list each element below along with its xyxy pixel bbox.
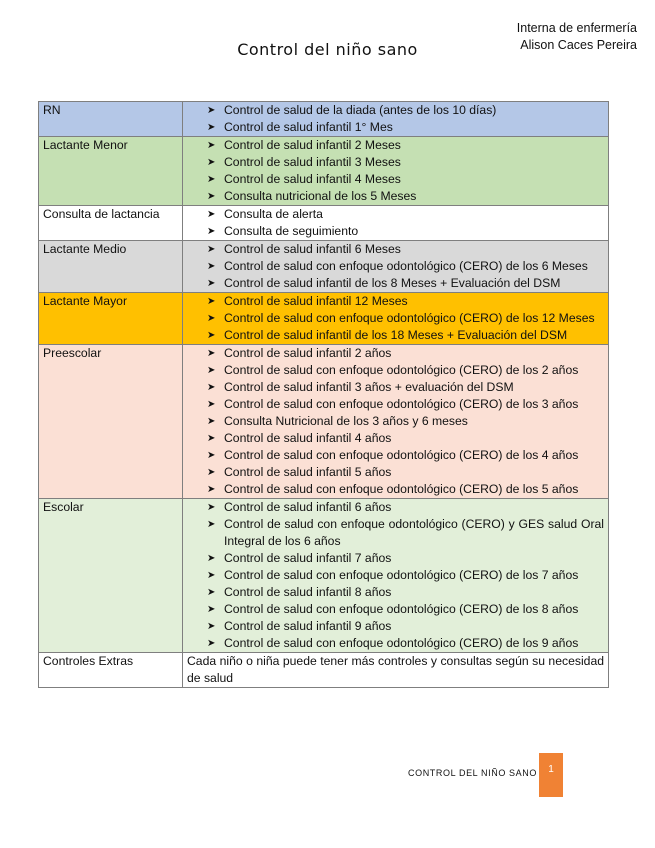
arrowhead-bullet-icon: ➤ bbox=[207, 140, 216, 151]
table-row bbox=[39, 293, 609, 345]
list-item bbox=[187, 310, 604, 327]
list-item bbox=[187, 241, 604, 258]
list-item bbox=[187, 550, 604, 567]
arrowhead-bullet-icon: ➤ bbox=[207, 296, 216, 307]
arrowhead-bullet-icon: ➤ bbox=[207, 502, 216, 513]
table-row bbox=[39, 102, 609, 137]
arrowhead-bullet-icon: ➤ bbox=[207, 621, 216, 632]
list-item bbox=[187, 413, 604, 430]
item-list bbox=[187, 206, 604, 240]
arrowhead-bullet-icon: ➤ bbox=[207, 348, 216, 359]
row-category: Lactante Menor bbox=[39, 137, 183, 206]
author-role: Interna de enfermería bbox=[516, 21, 637, 35]
list-item-text: Control de salud infantil 2 años bbox=[224, 346, 392, 360]
arrowhead-bullet-icon: ➤ bbox=[207, 313, 216, 324]
row-category: Escolar bbox=[39, 499, 183, 653]
arrowhead-bullet-icon: ➤ bbox=[207, 209, 216, 220]
list-item-text: Control de salud con enfoque odontológico (CERO) de los 3 años bbox=[224, 397, 579, 411]
list-item-text: Control de salud con enfoque odontológico (CERO) de los 9 años bbox=[224, 636, 579, 650]
list-item bbox=[187, 464, 604, 481]
footer-label: CONTROL DEL NIÑO SANO bbox=[408, 768, 537, 778]
list-item-text: Control de salud infantil 8 años bbox=[224, 585, 392, 599]
arrowhead-bullet-icon: ➤ bbox=[207, 174, 216, 185]
table-row-extra bbox=[39, 653, 609, 688]
arrowhead-bullet-icon: ➤ bbox=[207, 553, 216, 564]
arrowhead-bullet-icon: ➤ bbox=[207, 105, 216, 116]
list-item-text: Consulta nutricional de los 5 Meses bbox=[224, 189, 417, 203]
item-list bbox=[187, 102, 604, 136]
list-item-text: Control de salud infantil 6 años bbox=[224, 500, 392, 514]
arrowhead-bullet-icon: ➤ bbox=[207, 365, 216, 376]
table-row bbox=[39, 499, 609, 653]
list-item-text: Control de salud de la diada (antes de los 10 días) bbox=[224, 103, 497, 117]
list-item bbox=[187, 206, 604, 223]
table-row bbox=[39, 345, 609, 499]
list-item bbox=[187, 154, 604, 171]
item-list bbox=[187, 137, 604, 205]
row-items bbox=[183, 241, 609, 293]
list-item bbox=[187, 481, 604, 498]
list-item bbox=[187, 584, 604, 601]
item-list bbox=[187, 293, 604, 344]
list-item-text: Control de salud infantil 5 años bbox=[224, 465, 392, 479]
table-row bbox=[39, 137, 609, 206]
arrowhead-bullet-icon: ➤ bbox=[207, 399, 216, 410]
list-item bbox=[187, 430, 604, 447]
row-items bbox=[183, 293, 609, 345]
arrowhead-bullet-icon: ➤ bbox=[207, 416, 216, 427]
list-item-text: Consulta de seguimiento bbox=[224, 224, 359, 238]
list-item-text: Control de salud infantil 3 años + evaluación del DSM bbox=[224, 380, 514, 394]
author-name: Alison Caces Pereira bbox=[520, 38, 637, 52]
list-item-text: Control de salud infantil de los 18 Meses + Evaluación del DSM bbox=[224, 328, 568, 342]
list-item bbox=[187, 171, 604, 188]
arrowhead-bullet-icon: ➤ bbox=[207, 433, 216, 444]
list-item bbox=[187, 102, 604, 119]
list-item bbox=[187, 119, 604, 136]
row-category: Lactante Mayor bbox=[39, 293, 183, 345]
list-item-text: Control de salud infantil 9 años bbox=[224, 619, 392, 633]
extra-note: Cada niño o niña puede tener más controles y consultas según su necesidad de salud bbox=[183, 653, 609, 688]
list-item-text: Control de salud infantil 2 Meses bbox=[224, 138, 401, 152]
list-item bbox=[187, 137, 604, 154]
list-item bbox=[187, 327, 604, 344]
list-item bbox=[187, 618, 604, 635]
item-list bbox=[187, 345, 604, 498]
page-title: Control del niño sano bbox=[237, 40, 418, 59]
row-category: Consulta de lactancia bbox=[39, 206, 183, 241]
list-item bbox=[187, 396, 604, 413]
arrowhead-bullet-icon: ➤ bbox=[207, 226, 216, 237]
list-item bbox=[187, 275, 604, 292]
page-number: 1 bbox=[539, 753, 563, 797]
table-row bbox=[39, 241, 609, 293]
row-items bbox=[183, 102, 609, 137]
list-item-text: Control de salud con enfoque odontológico (CERO) de los 5 años bbox=[224, 482, 579, 496]
row-category: RN bbox=[39, 102, 183, 137]
list-item-text: Consulta Nutricional de los 3 años y 6 meses bbox=[224, 414, 468, 428]
list-item bbox=[187, 345, 604, 362]
arrowhead-bullet-icon: ➤ bbox=[207, 244, 216, 255]
list-item bbox=[187, 447, 604, 464]
row-items bbox=[183, 137, 609, 206]
list-item-text: Control de salud infantil 12 Meses bbox=[224, 294, 408, 308]
row-category: Preescolar bbox=[39, 345, 183, 499]
arrowhead-bullet-icon: ➤ bbox=[207, 261, 216, 272]
list-item bbox=[187, 516, 604, 550]
arrowhead-bullet-icon: ➤ bbox=[207, 450, 216, 461]
arrowhead-bullet-icon: ➤ bbox=[207, 382, 216, 393]
row-items bbox=[183, 206, 609, 241]
list-item bbox=[187, 601, 604, 618]
arrowhead-bullet-icon: ➤ bbox=[207, 278, 216, 289]
list-item-text: Control de salud con enfoque odontológico (CERO) de los 4 años bbox=[224, 448, 579, 462]
arrowhead-bullet-icon: ➤ bbox=[207, 191, 216, 202]
arrowhead-bullet-icon: ➤ bbox=[207, 638, 216, 649]
arrowhead-bullet-icon: ➤ bbox=[207, 587, 216, 598]
list-item bbox=[187, 293, 604, 310]
list-item-text: Control de salud con enfoque odontológico (CERO) de los 2 años bbox=[224, 363, 579, 377]
arrowhead-bullet-icon: ➤ bbox=[207, 157, 216, 168]
arrowhead-bullet-icon: ➤ bbox=[207, 519, 216, 530]
list-item bbox=[187, 635, 604, 652]
item-list bbox=[187, 241, 604, 292]
list-item-text: Control de salud infantil 6 Meses bbox=[224, 242, 401, 256]
table-row bbox=[39, 206, 609, 241]
arrowhead-bullet-icon: ➤ bbox=[207, 570, 216, 581]
list-item bbox=[187, 188, 604, 205]
list-item bbox=[187, 223, 604, 240]
controls-table bbox=[38, 101, 609, 688]
list-item bbox=[187, 499, 604, 516]
row-items bbox=[183, 345, 609, 499]
list-item-text: Control de salud infantil 4 Meses bbox=[224, 172, 401, 186]
arrowhead-bullet-icon: ➤ bbox=[207, 122, 216, 133]
list-item-text: Control de salud con enfoque odontológico (CERO) de los 7 años bbox=[224, 568, 579, 582]
list-item-text: Control de salud con enfoque odontológico (CERO) de los 8 años bbox=[224, 602, 579, 616]
list-item-text: Control de salud infantil 7 años bbox=[224, 551, 392, 565]
row-category: Controles Extras bbox=[39, 653, 183, 688]
row-items bbox=[183, 499, 609, 653]
list-item bbox=[187, 567, 604, 584]
arrowhead-bullet-icon: ➤ bbox=[207, 467, 216, 478]
list-item-text: Control de salud infantil 1° Mes bbox=[224, 120, 393, 134]
list-item-text: Consulta de alerta bbox=[224, 207, 323, 221]
item-list bbox=[187, 499, 604, 652]
list-item-text: Control de salud con enfoque odontológico (CERO) de los 6 Meses bbox=[224, 259, 588, 273]
list-item-text: Control de salud infantil de los 8 Meses + Evaluación del DSM bbox=[224, 276, 561, 290]
list-item bbox=[187, 258, 604, 275]
list-item bbox=[187, 362, 604, 379]
arrowhead-bullet-icon: ➤ bbox=[207, 604, 216, 615]
list-item-text: Control de salud con enfoque odontológico (CERO) de los 12 Meses bbox=[224, 311, 595, 325]
arrowhead-bullet-icon: ➤ bbox=[207, 330, 216, 341]
list-item bbox=[187, 379, 604, 396]
row-category: Lactante Medio bbox=[39, 241, 183, 293]
list-item-text: Control de salud infantil 3 Meses bbox=[224, 155, 401, 169]
list-item-text: Control de salud con enfoque odontológico (CERO) y GES salud Oral Integral de los 6 años bbox=[224, 517, 604, 548]
arrowhead-bullet-icon: ➤ bbox=[207, 484, 216, 495]
list-item-text: Control de salud infantil 4 años bbox=[224, 431, 392, 445]
